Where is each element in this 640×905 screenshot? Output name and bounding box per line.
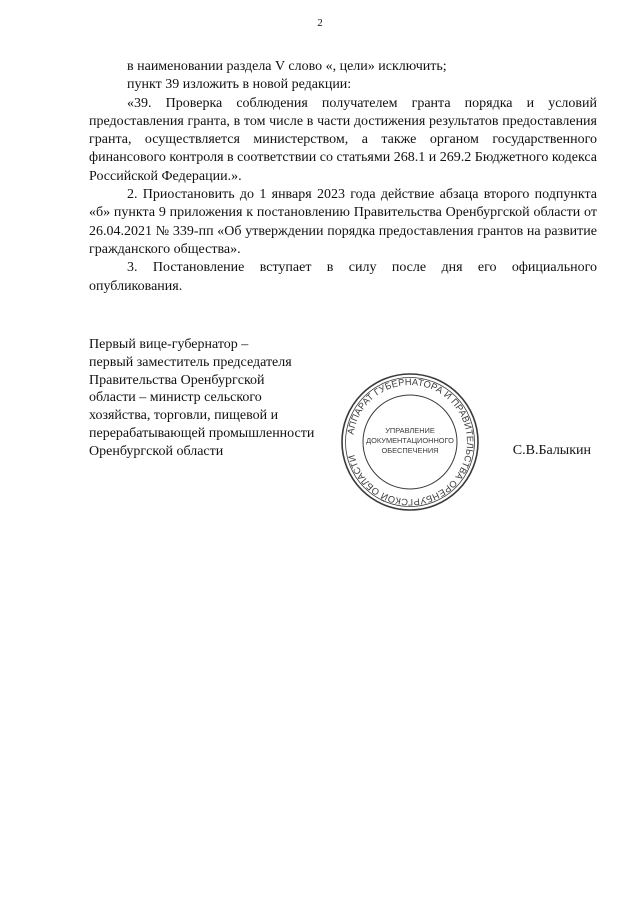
paragraph-item-3: 3. Постановление вступает в силу после дня его официального опубликования.: [89, 260, 597, 294]
signatory-position: [89, 336, 354, 461]
paragraph-point-39-intro: пункт 39 изложить в новой редакции:: [127, 77, 352, 93]
paragraph-section-v-amendment: в наименовании раздела V слово «, цели» исключить;: [127, 59, 447, 74]
signatory-position-line: области – министр сельского: [89, 390, 262, 406]
document-body: [89, 58, 597, 296]
seal-center-line: ОБЕСПЕЧЕНИЯ: [381, 446, 439, 455]
signatory-position-line: Правительства Оренбургской: [89, 372, 265, 388]
official-seal-graphic: [330, 362, 490, 522]
signatory-position-line: перерабатывающей промышленности: [89, 425, 315, 441]
signatory-position-line: Оренбургской области: [89, 443, 224, 459]
signatory-position-line: хозяйства, торговли, пищевой и: [89, 408, 279, 424]
seal-ring-text-path: АППАРАТ ГУБЕРНАТОРА И ПРАВИТЕЛЬСТВА ОРЕНБУРГСКОЙ ОБЛАСТИ: [345, 376, 476, 508]
signatory-position-line: Первый вице-губернатор –: [89, 337, 249, 352]
seal-center-line: ДОКУМЕНТАЦИОННОГО: [366, 436, 454, 445]
official-seal: [330, 362, 490, 522]
signatory-position-line: первый заместитель председателя: [89, 354, 292, 370]
paragraph-item-2: 2. Приостановить до 1 января 2023 года действие абзаца второго подпункта «б» пункта 9 приложения к постановлению Правительства Оренбургской области от 26.04.2021 № 339-пп «Об утверждении порядка предоставления грантов на развитие гражданского общества».: [89, 187, 597, 257]
signer-name: С.В.Балыкин: [512, 443, 591, 458]
page-number: 2: [317, 17, 323, 29]
paragraph-point-39-text: «39. Проверка соблюдения получателем гранта порядка и условий предоставления гранта, в том числе в части достижения результатов предоставления гранта, осуществляется министерством, а также органом государственного финансового контроля в соответствии со статьями 268.1 и 269.2 Бюджетного кодекса Российской Федерации.».: [89, 95, 597, 184]
seal-center-line: УПРАВЛЕНИЕ: [385, 426, 435, 435]
